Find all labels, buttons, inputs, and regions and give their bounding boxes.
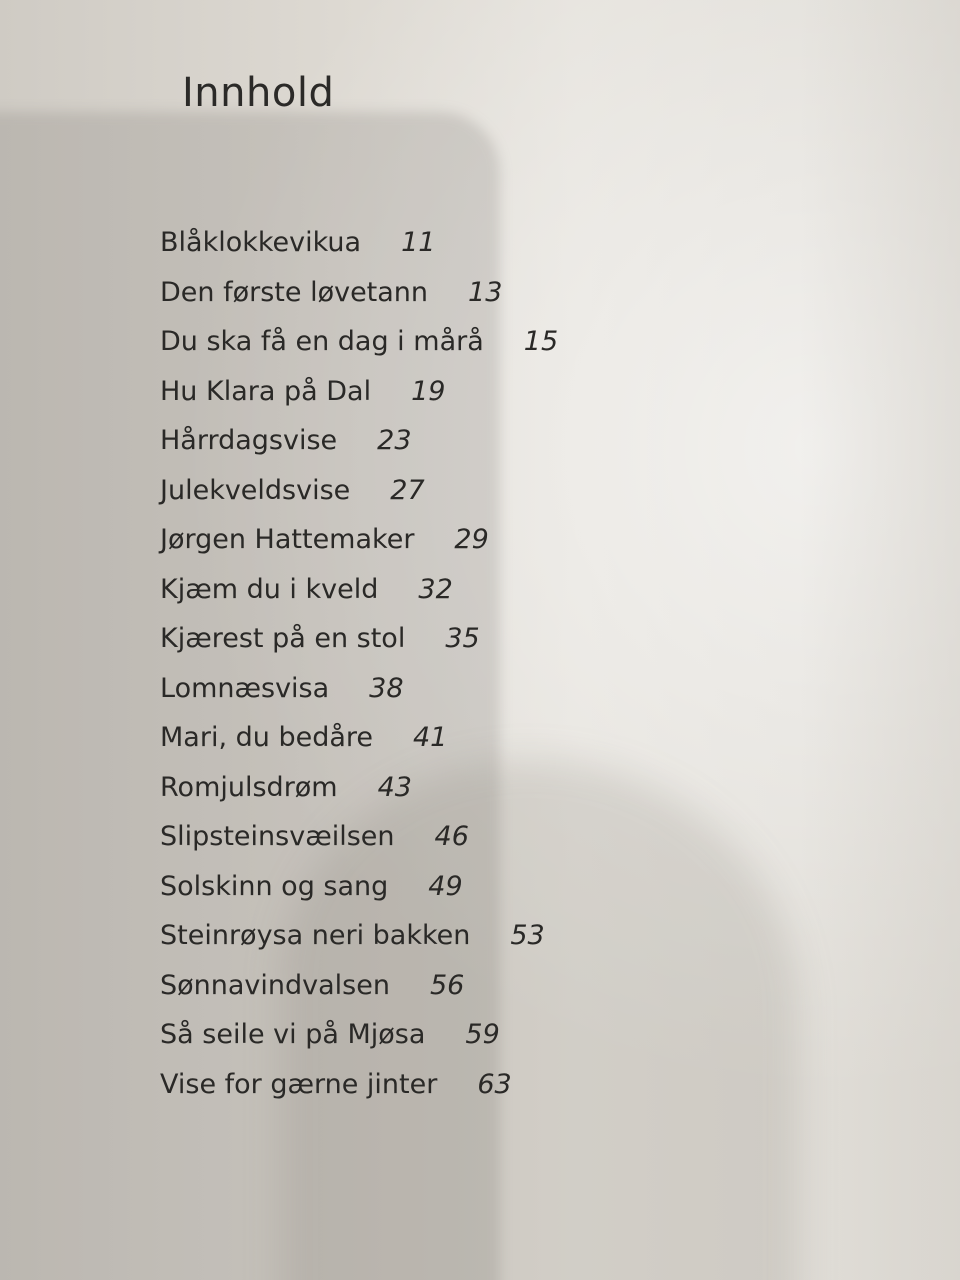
toc-entry [160, 1060, 860, 1110]
toc-entry-title: Du ska få en dag i mårå [160, 326, 484, 358]
toc-entry-title: Kjærest på en stol [160, 623, 406, 655]
toc-entry [160, 218, 860, 268]
toc-entry [160, 317, 860, 367]
toc-entry-page: 53 [510, 920, 545, 952]
toc-entry [160, 961, 860, 1011]
toc-entry [160, 713, 860, 763]
toc-entry-title: Julekveldsvise [160, 474, 351, 506]
toc-entry-title: Så seile vi på Mjøsa [160, 1019, 426, 1051]
toc-entry [160, 416, 860, 466]
toc-entry-page: 35 [445, 623, 480, 655]
toc-entry-page: 43 [377, 771, 412, 803]
toc-entry-page: 63 [477, 1068, 512, 1100]
toc-entry-page: 29 [454, 524, 489, 556]
toc-entry [160, 614, 860, 664]
toc-entry [160, 565, 860, 615]
toc-entry [160, 466, 860, 516]
table-of-contents [160, 218, 860, 1109]
toc-entry-page: 13 [468, 276, 503, 308]
toc-entry-title: Jørgen Hattemaker [160, 524, 415, 556]
toc-entry-page: 23 [377, 425, 412, 457]
toc-entry [160, 664, 860, 714]
toc-entry-title: Sønnavindvalsen [160, 969, 390, 1001]
toc-entry-title: Den første løvetann [160, 276, 429, 308]
toc-entry-title: Kjæm du i kveld [160, 573, 379, 605]
toc-entry-title: Blåklokkevikua [160, 227, 362, 259]
toc-entry [160, 367, 860, 417]
toc-entry-title: Steinrøysa neri bakken [160, 920, 471, 952]
toc-entry-page: 56 [429, 969, 465, 1001]
toc-entry-page: 32 [418, 573, 453, 605]
page-title: Innhold [182, 70, 335, 116]
toc-entry [160, 911, 860, 961]
toc-entry-title: Mari, du bedåre [160, 722, 373, 754]
toc-entry-title: Lomnæsvisa [160, 672, 330, 704]
toc-entry [160, 862, 860, 912]
toc-entry [160, 763, 860, 813]
toc-entry-page: 41 [413, 722, 448, 754]
toc-entry-page: 38 [369, 672, 404, 704]
toc-entry-page: 19 [411, 375, 446, 407]
toc-entry [160, 812, 860, 862]
toc-entry-page: 46 [434, 821, 469, 853]
toc-entry-title: Solskinn og sang [160, 870, 389, 902]
toc-entry-page: 11 [401, 227, 436, 259]
toc-entry [160, 515, 860, 565]
toc-entry-page: 27 [390, 474, 425, 506]
toc-entry [160, 1010, 860, 1060]
toc-entry-title: Hu Klara på Dal [160, 375, 372, 407]
toc-entry-title: Slipsteinsvæilsen [160, 821, 395, 853]
toc-entry [160, 268, 860, 318]
toc-entry-page: 59 [465, 1019, 500, 1051]
toc-entry-title: Hårrdagsvise [160, 425, 338, 457]
toc-entry-title: Vise for gærne jinter [160, 1068, 438, 1100]
toc-entry-title: Romjulsdrøm [160, 771, 338, 803]
toc-entry-page: 15 [523, 326, 559, 358]
toc-entry-page: 49 [428, 870, 463, 902]
